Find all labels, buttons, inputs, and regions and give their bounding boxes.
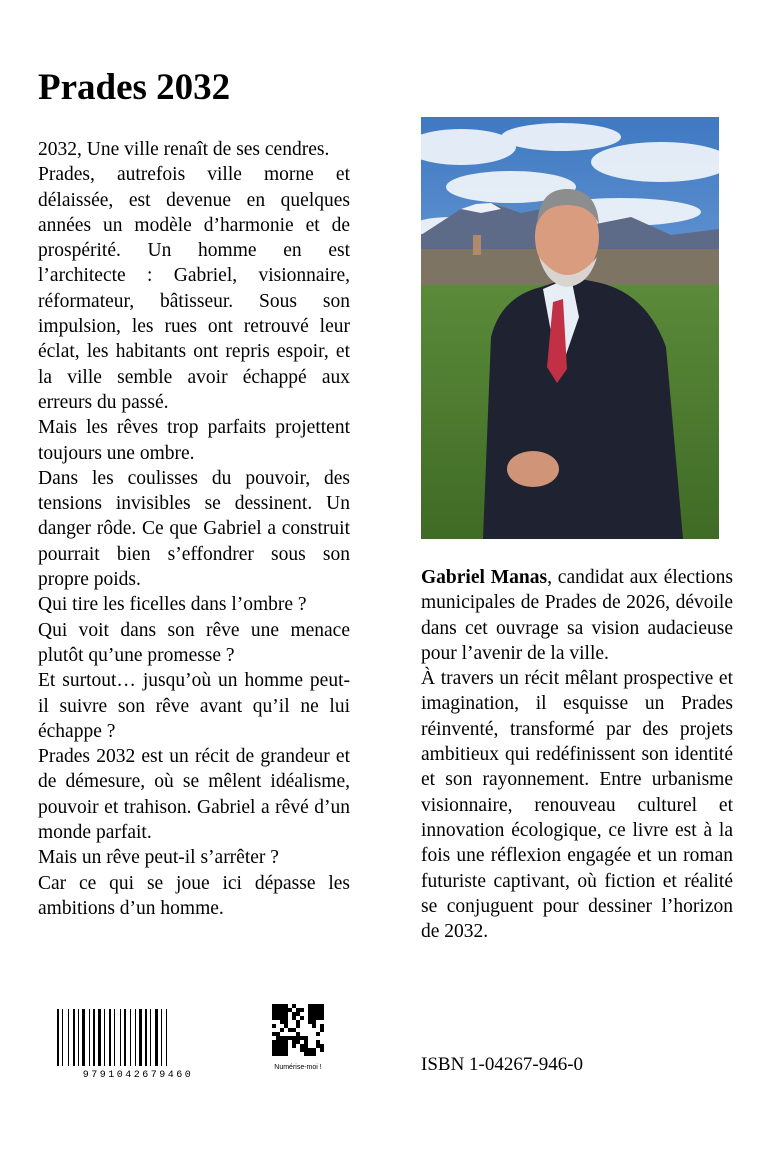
qr-module: [304, 1036, 308, 1040]
qr-module: [292, 1036, 296, 1040]
qr-module: [292, 1004, 296, 1008]
barcode-bar: [82, 1009, 85, 1066]
barcode: [47, 1007, 229, 1079]
qr-module: [272, 1032, 276, 1036]
summary-paragraph: Et surtout… jusqu’où un homme peut-il suivre son rêve avant qu’il ne lui échappe ?: [38, 670, 350, 742]
qr-module: [284, 1020, 288, 1024]
qr-module: [284, 1036, 288, 1040]
barcode-bar: [166, 1009, 167, 1066]
qr-caption: Numérise-moi !: [274, 1064, 322, 1071]
qr-module: [304, 1040, 308, 1044]
qr-module: [284, 1008, 288, 1012]
qr-module: [272, 1024, 276, 1028]
qr-module: [284, 1012, 288, 1016]
qr-module: [312, 1016, 316, 1020]
qr-module: [284, 1004, 288, 1008]
bio-text: , candidat aux élections municipales de Prades de 2026, dévoile dans cet ouvrage sa vision audacieuse pour l’avenir de la ville.: [421, 567, 734, 664]
qr-module: [308, 1004, 312, 1008]
qr-module: [312, 1024, 316, 1028]
qr-module: [292, 1040, 296, 1044]
qr-module: [296, 1020, 300, 1024]
qr-module: [276, 1048, 280, 1052]
qr-module: [312, 1020, 316, 1024]
qr-module: [308, 1016, 312, 1020]
qr-module: [296, 1036, 300, 1040]
qr-module: [300, 1008, 304, 1012]
summary-paragraph: Prades 2032 est un récit de grandeur et de démesure, où se mêlent idéalisme, pouvoir et trahison. Gabriel a rêvé d’un monde parfait.: [38, 746, 350, 844]
author-photo: [421, 117, 719, 539]
qr-module: [304, 1052, 308, 1056]
qr-module: [288, 1008, 292, 1012]
qr-module: [276, 1008, 280, 1012]
barcode-bar: [93, 1009, 95, 1066]
qr-module: [312, 1048, 316, 1052]
qr-module: [300, 1044, 304, 1048]
qr-module: [320, 1016, 324, 1020]
barcode-bar: [98, 1009, 101, 1066]
summary-paragraph: Dans les coulisses du pouvoir, des tensions invisibles se dessinent. Un danger rôde. Ce que Gabriel a construit pourrait bien s’effondrer sous son propre poids.: [38, 467, 350, 591]
barcode-bar: [150, 1009, 151, 1066]
qr-module: [300, 1036, 304, 1040]
qr-module: [288, 1028, 292, 1032]
qr-module: [312, 1012, 316, 1016]
qr-module: [280, 1004, 284, 1008]
qr-module: [292, 1028, 296, 1032]
qr-module: [296, 1032, 300, 1036]
barcode-bar: [68, 1009, 69, 1066]
bio-paragraph: À travers un récit mêlant prospective et imagination, il esquisse un Prades réinventé, transformé par des projets ambitieux qui redéfinissent son identité et son rayonnement. Entre urbanisme visionnaire, renouveau culturel et innovation écologique, ce livre est à la fois une réflexion engagée et un roman futuriste captivant, où fiction et réalité se conjuguent pour dessiner l’horizon de 2032.: [421, 668, 733, 943]
qr-module: [316, 1044, 320, 1048]
qr-module: [312, 1008, 316, 1012]
summary-paragraph: 2032, Une ville renaît de ses cendres.: [38, 139, 330, 160]
barcode-bar: [62, 1009, 63, 1066]
qr-module: [308, 1020, 312, 1024]
qr-module: [300, 1016, 304, 1020]
qr-module: [320, 1004, 324, 1008]
barcode-bar: [139, 1009, 142, 1066]
qr-module: [292, 1016, 296, 1020]
qr-module: [304, 1044, 308, 1048]
back-cover-summary: [38, 137, 350, 921]
book-title: Prades 2032: [38, 67, 231, 108]
qr-module: [296, 1040, 300, 1044]
qr-module: [316, 1004, 320, 1008]
qr-module: [308, 1052, 312, 1056]
qr-module: [280, 1016, 284, 1020]
barcode-bar: [161, 1009, 162, 1066]
qr-module: [292, 1044, 296, 1048]
qr-module: [284, 1024, 288, 1028]
qr-module: [316, 1016, 320, 1020]
barcode-number: 9791042679460: [82, 1070, 194, 1079]
qr-module: [276, 1036, 280, 1040]
qr-module: [272, 1052, 276, 1056]
qr-module: [280, 1020, 284, 1024]
qr-module: [276, 1052, 280, 1056]
qr-module: [280, 1040, 284, 1044]
qr-module: [312, 1004, 316, 1008]
qr-module: [276, 1044, 280, 1048]
barcode-bar: [78, 1009, 79, 1066]
qr-module: [312, 1052, 316, 1056]
summary-paragraph: Mais les rêves trop parfaits projettent toujours une ombre.: [38, 417, 350, 464]
qr-module: [276, 1016, 280, 1020]
qr-module: [276, 1032, 280, 1036]
qr-module: [284, 1016, 288, 1020]
qr-module: [280, 1012, 284, 1016]
barcode-bar: [109, 1009, 111, 1066]
qr-module: [296, 1008, 300, 1012]
qr-module: [280, 1028, 284, 1032]
summary-paragraph: Qui voit dans son rêve une menace plutôt qu’une promesse ?: [38, 619, 350, 666]
qr-module: [272, 1016, 276, 1020]
summary-paragraph: Qui tire les ficelles dans l’ombre ?: [38, 594, 307, 616]
qr-module: [320, 1008, 324, 1012]
qr-module: [320, 1012, 324, 1016]
bio-paragraph: [421, 565, 733, 666]
qr-module: [288, 1036, 292, 1040]
qr-module: [316, 1040, 320, 1044]
qr-module: [276, 1040, 280, 1044]
qr-module: [272, 1008, 276, 1012]
qr-module: [292, 1012, 296, 1016]
barcode-bar: [114, 1009, 115, 1066]
qr-module: [320, 1024, 324, 1028]
qr-module: [280, 1052, 284, 1056]
barcode-bar: [89, 1009, 90, 1066]
qr-module: [280, 1008, 284, 1012]
qr-module: [272, 1044, 276, 1048]
qr-module: [280, 1048, 284, 1052]
isbn: ISBN 1-04267-946-0: [421, 1054, 584, 1075]
qr-module: [272, 1004, 276, 1008]
qr-module: [320, 1044, 324, 1048]
qr-module: [316, 1032, 320, 1036]
qr-module: [284, 1048, 288, 1052]
barcode-bar: [57, 1009, 59, 1066]
qr-module: [320, 1048, 324, 1052]
qr-module: [284, 1040, 288, 1044]
barcode-bar: [124, 1009, 126, 1066]
summary-paragraph: Prades, autrefois ville morne et délaissée, est devenue en quelques années un modèle d’harmonie et de prospérité. Un homme en est l’architecte : Gabriel, visionnaire, réformateur, bâtisseur. Sous son impulsion, les rues ont retrouvé leur éclat, les habitants ont repris espoir, et la ville semble avoir échappé aux erreurs du passé.: [38, 164, 350, 413]
qr-code: [272, 1004, 324, 1056]
qr-module: [308, 1012, 312, 1016]
barcode-bar: [104, 1009, 105, 1066]
qr-module: [316, 1008, 320, 1012]
qr-module: [276, 1012, 280, 1016]
author-bio: [421, 565, 733, 944]
barcode-bar: [135, 1009, 136, 1066]
barcode-bar: [73, 1009, 75, 1066]
qr-module: [316, 1012, 320, 1016]
barcode-bar: [130, 1009, 131, 1066]
summary-paragraph: Mais un rêve peut-il s’arrêter ?: [38, 847, 279, 869]
qr-module: [272, 1012, 276, 1016]
barcode-bar: [120, 1009, 121, 1066]
qr-module: [284, 1052, 288, 1056]
qr-module: [280, 1036, 284, 1040]
barcode-bar: [155, 1009, 158, 1066]
qr-module: [320, 1028, 324, 1032]
qr-module: [308, 1048, 312, 1052]
qr-module: [284, 1044, 288, 1048]
qr-module: [280, 1044, 284, 1048]
summary-paragraph: Car ce qui se joue ici dépasse les ambitions d’un homme.: [38, 872, 350, 919]
barcode-bar: [145, 1009, 147, 1066]
qr-module: [276, 1004, 280, 1008]
qr-module: [300, 1048, 304, 1052]
qr-module: [272, 1040, 276, 1044]
qr-module: [296, 1012, 300, 1016]
author-name: Gabriel Manas: [421, 567, 548, 588]
qr-module: [308, 1008, 312, 1012]
qr-module: [272, 1048, 276, 1052]
qr-module: [296, 1024, 300, 1028]
qr-module: [304, 1048, 308, 1052]
